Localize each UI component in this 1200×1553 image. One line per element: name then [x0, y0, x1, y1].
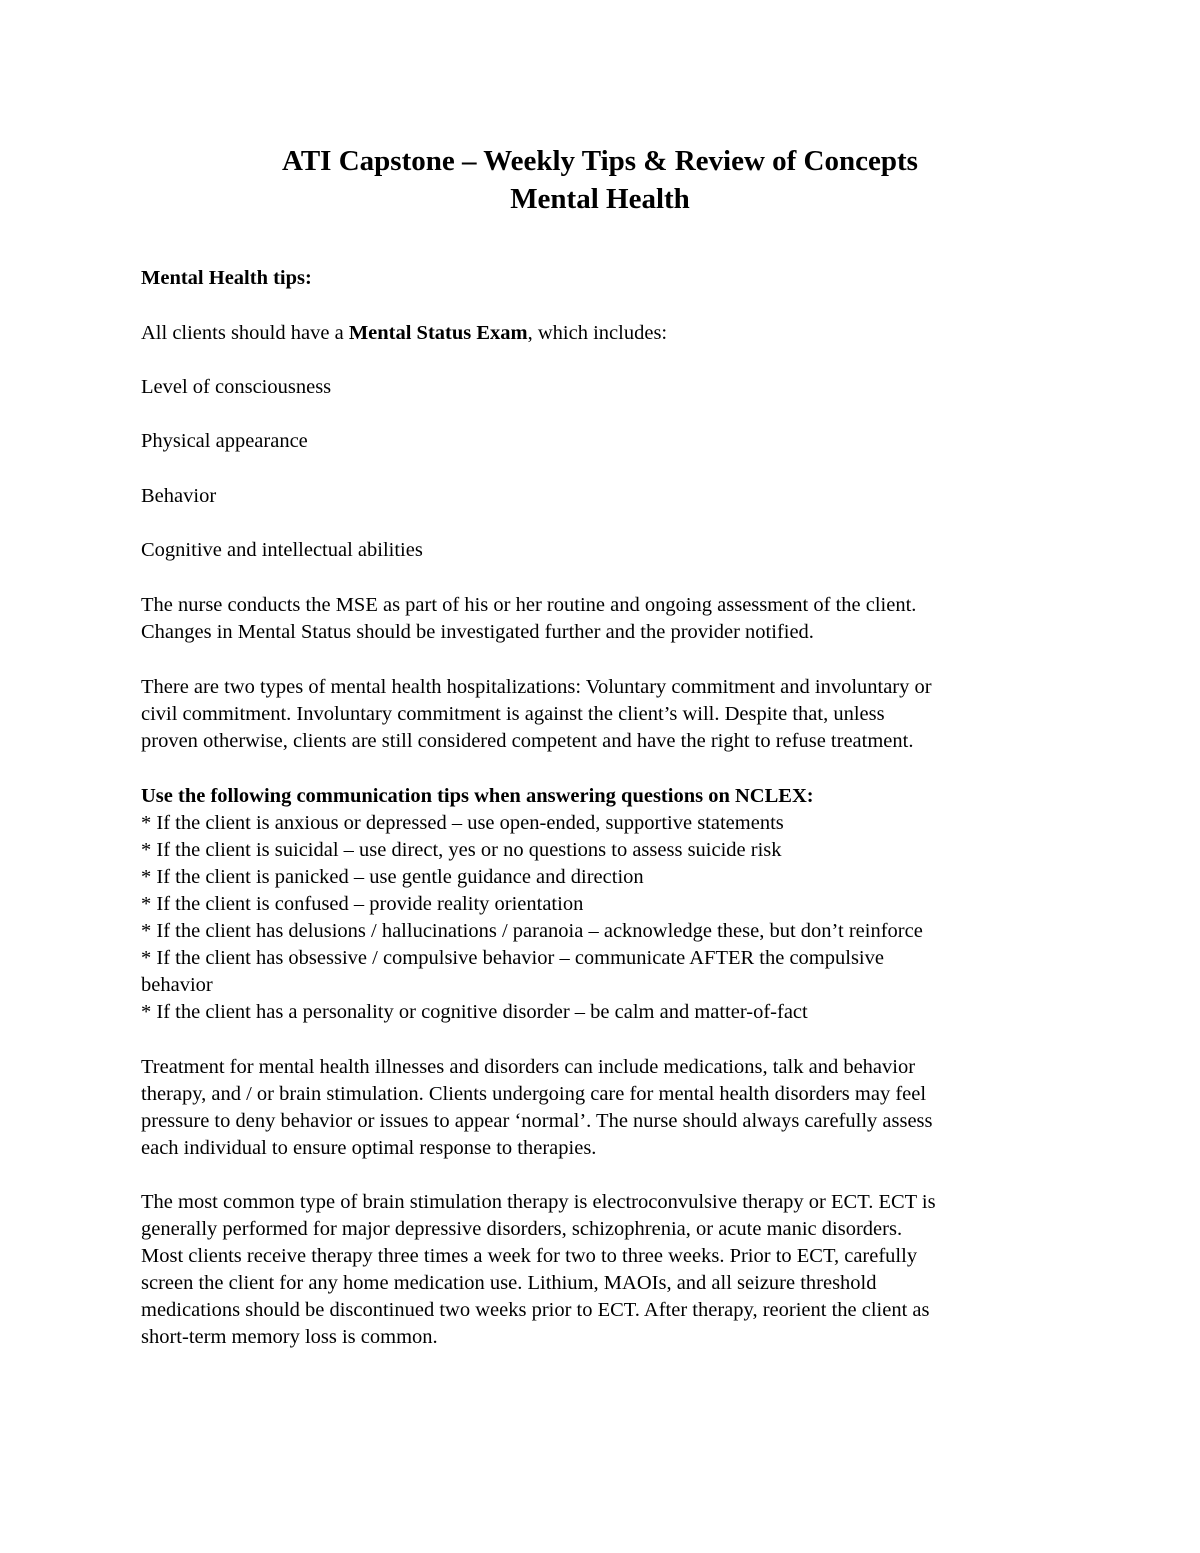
- ect-paragraph-line: The most common type of brain stimulation therapy is electroconvulsive therapy or ECT. ECT is: [141, 1191, 936, 1213]
- ect-paragraph-line: screen the client for any home medication use. Lithium, MAOIs, and all seizure threshold: [141, 1272, 877, 1294]
- ect-paragraph-line: short-term memory loss is common.: [141, 1326, 438, 1348]
- mse-item: Level of consciousness: [141, 376, 332, 398]
- communication-tip: behavior: [141, 974, 213, 996]
- hospitalization-paragraph-line: proven otherwise, clients are still considered competent and have the right to refuse treatment.: [141, 730, 914, 752]
- ect-paragraph-line: Most clients receive therapy three times a week for two to three weeks. Prior to ECT, carefully: [141, 1245, 918, 1267]
- mse-intro-bold: Mental Status Exam: [348, 322, 528, 344]
- mse-intro-after: , which includes:: [527, 322, 668, 344]
- communication-tip: * If the client is suicidal – use direct, yes or no questions to assess suicide risk: [141, 839, 782, 861]
- mse-paragraph-line: The nurse conducts the MSE as part of his or her routine and ongoing assessment of the client.: [141, 594, 917, 616]
- section-heading: Mental Health tips:: [141, 267, 312, 289]
- hospitalization-paragraph-line: civil commitment. Involuntary commitment is against the client’s will. Despite that, unless: [141, 703, 885, 725]
- mse-paragraph-line: Changes in Mental Status should be investigated further and the provider notified.: [141, 621, 814, 643]
- ect-paragraph-line: medications should be discontinued two weeks prior to ECT. After therapy, reorient the client as: [141, 1299, 930, 1321]
- communication-tip: * If the client has obsessive / compulsive behavior – communicate AFTER the compulsive: [141, 947, 884, 969]
- treatment-paragraph-line: Treatment for mental health illnesses and disorders can include medications, talk and behavior: [141, 1056, 916, 1078]
- treatment-paragraph-line: therapy, and / or brain stimulation. Clients undergoing care for mental health disorders may feel: [141, 1083, 927, 1105]
- mse-item: Behavior: [141, 485, 217, 507]
- communication-tip: * If the client has a personality or cognitive disorder – be calm and matter-of-fact: [141, 1001, 808, 1023]
- mse-item: Cognitive and intellectual abilities: [141, 539, 423, 561]
- communication-tip: * If the client is anxious or depressed – use open-ended, supportive statements: [141, 812, 784, 834]
- communication-tip: * If the client is confused – provide reality orientation: [141, 893, 584, 915]
- hospitalization-paragraph-line: There are two types of mental health hospitalizations: Voluntary commitment and involuntary or: [141, 676, 932, 698]
- treatment-paragraph-line: pressure to deny behavior or issues to appear ‘normal’. The nurse should always carefully assess: [141, 1110, 933, 1132]
- document-subtitle: Mental Health: [510, 183, 690, 215]
- mse-intro: [141, 320, 667, 347]
- mse-item: Physical appearance: [141, 430, 308, 452]
- communication-heading: Use the following communication tips when answering questions on NCLEX:: [141, 785, 814, 807]
- mse-intro-before: All clients should have a: [141, 322, 349, 344]
- treatment-paragraph-line: each individual to ensure optimal response to therapies.: [141, 1137, 597, 1159]
- document-title: ATI Capstone – Weekly Tips & Review of Concepts: [282, 145, 918, 177]
- communication-tip: * If the client has delusions / hallucinations / paranoia – acknowledge these, but don’t reinforce: [141, 920, 923, 942]
- ect-paragraph-line: generally performed for major depressive disorders, schizophrenia, or acute manic disorders.: [141, 1218, 903, 1240]
- communication-tip: * If the client is panicked – use gentle guidance and direction: [141, 866, 644, 888]
